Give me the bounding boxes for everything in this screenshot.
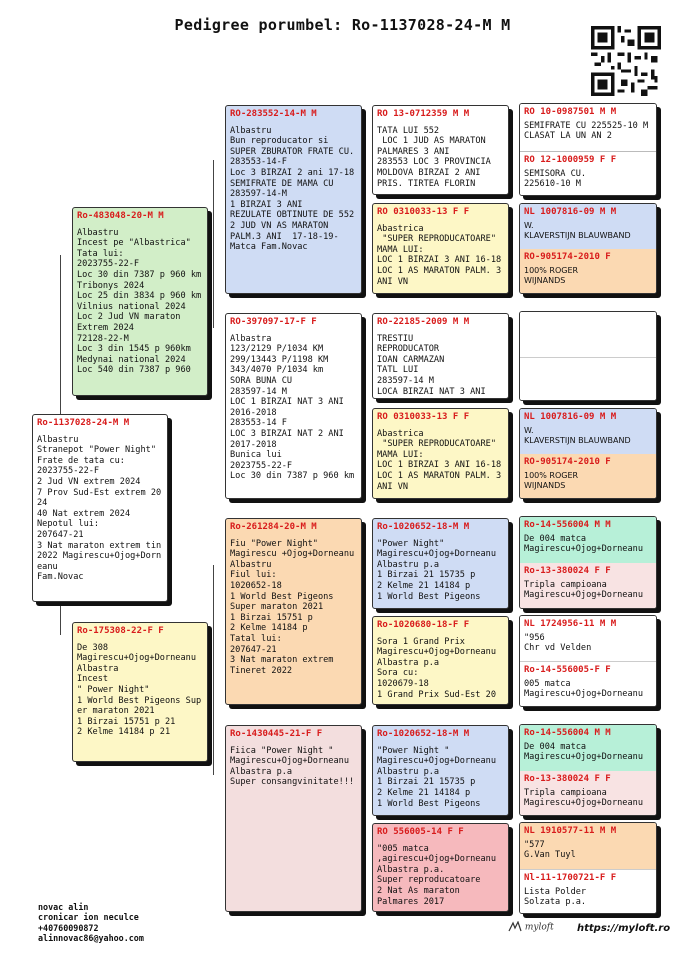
gggp-ring: NL 1724956-11 M M — [524, 619, 617, 629]
subject-text: Albastru Stranepot "Power Night" Frate de tata cu: 2023755-22-F 2 Jud VN extrem 2024 7 Prov Sud-Est extrem 20 24 40 Nat extrem 2024 Nepotul lui: 207647-21 3 Nat maraton extrem tin 2022 Magirescu+Ojog+Dorn eanu Fam.Novac — [37, 434, 162, 583]
gggp-text: "956 Chr vd Velden — [524, 632, 592, 654]
gggp-text: W. KLAVERSTIJN BLAUWBAND — [524, 220, 631, 241]
gggp-text: 100% ROGER WIJNANDS — [524, 265, 579, 286]
qr-code-icon — [591, 26, 661, 96]
gggp-ring: RO-905174-2010 F — [524, 252, 611, 262]
grandparent-card — [225, 725, 362, 912]
gggp-entry — [520, 312, 656, 357]
great-grandparent-ring: RO 0310033-13 F F — [377, 412, 470, 422]
gggp-pair — [519, 516, 657, 609]
gggp-pair — [519, 103, 657, 196]
great-grandparent-text: "Power Night " Magirescu+Ojog+Dorneanu Albastru p.a 1 Birzai 21 15735 p 2 Kelme 21 14184 p 1 World Best Pigeons — [377, 745, 496, 809]
gggp-ring: RO 12-1000959 F F — [524, 155, 617, 165]
gggp-entry — [520, 204, 656, 249]
page-title: Pedigree porumbel: Ro-1137028-24-M M — [174, 16, 511, 34]
great-grandparent-card — [372, 518, 509, 609]
gggp-text: SEMIFRATE CU 225525-10 M CLASAT LA UN AN 2 — [524, 120, 649, 142]
great-grandparent-card — [372, 313, 509, 399]
gggp-ring: Nl-11-1700721-F F — [524, 873, 617, 883]
gggp-text: SEMISORA CU. 225610-10 M — [524, 168, 587, 190]
great-grandparent-card — [372, 725, 509, 816]
gggp-entry — [520, 616, 656, 661]
grandparent-card — [225, 313, 362, 499]
gggp-entry — [520, 661, 656, 707]
great-grandparent-ring: Ro-1020680-18-F F — [377, 620, 470, 630]
grandparent-ring: RO-283552-14-M M — [230, 109, 317, 119]
gggp-pair — [519, 203, 657, 294]
great-grandparent-card — [372, 105, 509, 195]
great-grandparent-card — [372, 823, 509, 912]
great-grandparent-text: Abastrica "SUPER REPRODUCATOARE" MAMA LUI: LOC 1 BIRZAI 3 ANI 16-18 LOC 1 AS MARATON PALM. 3 ANI VN — [377, 428, 502, 492]
great-grandparent-ring: RO 556005-14 F F — [377, 827, 464, 837]
grandparent-card — [225, 105, 362, 294]
gggp-ring: Ro-14-556005-F F — [524, 665, 611, 675]
gggp-entry — [520, 869, 656, 914]
site-url[interactable]: https://myloft.ro — [577, 923, 671, 934]
gggp-ring: Ro-14-556004 M M — [524, 728, 611, 738]
sire-card — [72, 207, 208, 396]
gggp-ring: NL 1910577-11 M M — [524, 826, 617, 836]
gggp-entry — [520, 454, 656, 499]
great-grandparent-text: Abastrica "SUPER REPRODUCATOARE" MAMA LUI: LOC 1 BIRZAI 3 ANI 16-18 LOC 1 AS MARATON PALM. 3 ANI VN — [377, 223, 502, 287]
gggp-text: Lista Polder Solzata p.a. — [524, 886, 587, 908]
great-grandparent-card — [372, 203, 509, 294]
gggp-pair — [519, 408, 657, 499]
gggp-text: W. KLAVERSTIJN BLAUWBAND — [524, 425, 631, 446]
great-grandparent-card — [372, 408, 509, 499]
gggp-pair — [519, 822, 657, 914]
grandparent-ring: Ro-1430445-21-F F — [230, 729, 323, 739]
great-grandparent-ring: Ro-1020652-18-M M — [377, 729, 470, 739]
gggp-ring: RO-905174-2010 F — [524, 457, 611, 467]
sire-text: Albastru Incest pe "Albastrica" Tata lui: 2023755-22-F Loc 30 din 7387 p 960 km Tribonys 2024 Loc 25 din 3834 p 960 km Vilnius national 2024 Loc 2 Jud VN maraton Extrem 2024 72128-22-M Loc 3 din 1545 p 960km Medynai national 2024 Loc 540 din 7387 p 960 — [77, 227, 202, 376]
grandparent-text: Fiu "Power Night" Magirescu +Ojog+Dorneanu Albastru Fiul lui: 1020652-18 1 World Best Pigeons Super maraton 2021 1 Birzai 15751 p 2 Kelme 14184 p Tatal lui: 207647-21 3 Nat maraton extrem Tineret 2022 — [230, 538, 355, 676]
gggp-entry — [520, 771, 656, 816]
grandparent-ring: RO-397097-17-F F — [230, 317, 317, 327]
gggp-ring: Ro-13-380024 F F — [524, 566, 611, 576]
gggp-entry — [520, 151, 656, 196]
gggp-entry — [520, 563, 656, 609]
great-grandparent-ring: Ro-1020652-18-M M — [377, 522, 470, 532]
gggp-ring: Ro-13-380024 F F — [524, 774, 611, 784]
gggp-ring: NL 1007816-09 M M — [524, 412, 617, 422]
gggp-pair — [519, 724, 657, 816]
owner-contact — [38, 902, 144, 944]
gggp-text: Tripla campioana Magirescu+Ojog+Dorneanu — [524, 579, 643, 601]
grandparent-text: Albastru Bun reproducator si SUPER ZBURATOR FRATE CU. 283553-14-F Loc 3 BIRZAI 2 ani 17-18 SEMIFRATE DE MAMA CU 283597-14-M 1 BIRZAI 3 ANI REZULATE OBTINUTE DE 552 2 JUD VN AS MARATON PALM.3 ANI 17-18-19- Matca Fam.Novac — [230, 125, 355, 253]
gggp-text: 005 matca Magirescu+Ojog+Dorneanu — [524, 678, 643, 700]
great-grandparent-ring: RO-22185-2009 M M — [377, 317, 470, 327]
subject-card — [32, 414, 168, 602]
gggp-entry — [520, 409, 656, 454]
gggp-text: Tripla campioana Magirescu+Ojog+Dorneanu — [524, 787, 643, 809]
owner-address: cronicar ion neculce — [38, 912, 139, 923]
gggp-entry — [520, 104, 656, 150]
grandparent-card — [225, 518, 362, 705]
great-grandparent-text: Sora 1 Grand Prix Magirescu+Ojog+Dorneanu Albastra p.a Sora cu: 1020679-18 1 Grand Prix Sud-Est 20 — [377, 636, 496, 700]
gggp-pair — [519, 615, 657, 707]
great-grandparent-ring: RO 0310033-13 F F — [377, 207, 470, 217]
grandparent-ring: Ro-261284-20-M M — [230, 522, 317, 532]
gggp-entry — [520, 517, 656, 563]
gggp-ring: NL 1007816-09 M M — [524, 207, 617, 217]
subject-ring: Ro-1137028-24-M M — [37, 418, 130, 428]
gggp-text: "577 G.Van Tuyl — [524, 839, 576, 861]
great-grandparent-text: TATA LUI 552 LOC 1 JUD AS MARATON PALMARES 3 ANI 283553 LOC 3 PROVINCIA MOLDOVA BIRZAI 2 ANI PRIS. TIRTEA FLORIN — [377, 125, 491, 189]
gggp-entry — [520, 725, 656, 771]
logo-text: myloft — [524, 922, 554, 933]
great-grandparent-text: "005 matca ,agirescu+Ojog+Dorneanu Albastra p.a. Super reproducatoare 2 Nat As maraton Palmares 2017 — [377, 843, 496, 907]
gggp-text: De 004 matca Magirescu+Ojog+Dorneanu — [524, 533, 643, 555]
gggp-text: De 004 matca Magirescu+Ojog+Dorneanu — [524, 741, 643, 763]
dam-text: De 308 Magirescu+Ojog+Dorneanu Albastra Incest " Power Night" 1 World Best Pigeons Sup er maraton 2021 1 Birzai 15751 p 21 2 Kelme 14184 p 21 — [77, 642, 202, 738]
gggp-ring: Ro-14-556004 M M — [524, 520, 611, 530]
grandparent-text: Albastra 123/2129 P/1034 KM 299/13443 P/1198 KM 343/4070 P/1034 km SORA BUNA CU 283597-14 M LOC 1 BIRZAI NAT 3 ANI 2016-2018 283553-14 F LOC 3 BIRZAI NAT 2 ANI 2017-2018 Bunica lui 2023755-22-F Loc 30 din 7387 p 960 km — [230, 333, 355, 482]
great-grandparent-text: TRESTIU REPRODUCATOR IOAN CARMAZAN TATL LUI 283597-14 M LOCA BIRZAI NAT 3 ANI — [377, 333, 486, 397]
dam-card — [72, 622, 208, 762]
sire-ring: Ro-483048-20-M M — [77, 211, 164, 221]
great-grandparent-card — [372, 616, 509, 705]
owner-phone: +40760090872 — [38, 922, 99, 933]
owner-email: alinnovac86@yahoo.com — [38, 933, 144, 944]
gggp-ring: RO 10-0987501 M M — [524, 107, 617, 117]
dam-ring: Ro-175308-22-F F — [77, 626, 164, 636]
gggp-text: 100% ROGER WIJNANDS — [524, 470, 579, 491]
myloft-logo — [508, 921, 554, 933]
grandparent-text: Fiica "Power Night " Magirescu+Ojog+Dorneanu Albastra p.a Super consangvinitate!!! — [230, 745, 355, 788]
gggp-pair — [519, 311, 657, 401]
great-grandparent-text: "Power Night" Magirescu+Ojog+Dorneanu Albastru p.a 1 Birzai 21 15735 p 2 Kelme 21 14184 p 1 World Best Pigeons — [377, 538, 496, 602]
gggp-entry — [520, 249, 656, 294]
gggp-entry — [520, 357, 656, 401]
myloft-logo-icon — [508, 921, 522, 933]
gggp-entry — [520, 823, 656, 869]
owner-name: novac alin — [38, 902, 89, 912]
great-grandparent-ring: RO 13-0712359 M M — [377, 109, 470, 119]
